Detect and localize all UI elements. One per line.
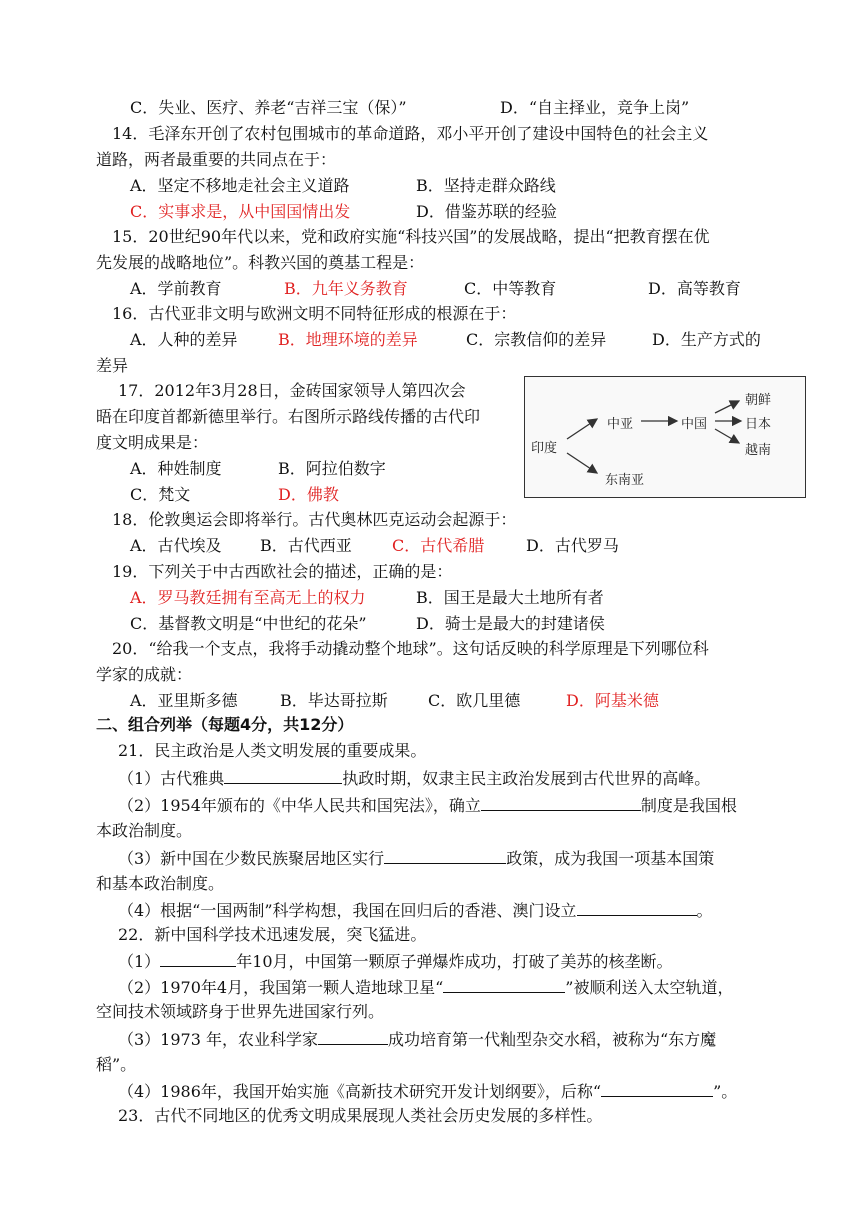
q22-part4-blank[interactable] [601, 1078, 713, 1097]
q21-part3 [118, 845, 714, 872]
label-southeast-asia: 东南亚 [605, 473, 645, 488]
q20-stem-line1: 20．“给我一个支点，我将手动撬动整个地球”。这句话反映的科学原理是下列哪位科 [112, 639, 709, 658]
q20-option-a: A．亚里斯多德 [130, 691, 238, 710]
q21-part1-blank[interactable] [224, 765, 342, 784]
q18-option-b: B．古代西亚 [260, 536, 352, 555]
q16-option-c: C．宗教信仰的差异 [466, 330, 607, 349]
q21-part2-blank[interactable] [481, 792, 641, 811]
q21-stem: 21．民主政治是人类文明发展的重要成果。 [118, 741, 427, 760]
q21-part3-after: 政策，成为我国一项基本国策 [506, 849, 715, 868]
q15-option-d: D．高等教育 [648, 279, 741, 298]
q21-part4-blank[interactable] [577, 897, 697, 916]
q19-option-d: D．骑士是最大的封建诸侯 [416, 614, 605, 633]
q18-option-d: D．古代罗马 [526, 536, 619, 555]
label-korea: 朝鲜 [745, 393, 772, 408]
q22-stem: 22．新中国科学技术迅速发展，突飞猛进。 [118, 925, 427, 944]
q21-part4-before: （4）根据“一国两制”科学构想，我国在回归后的香港、澳门设立 [118, 901, 577, 920]
q21-part3-blank[interactable] [384, 845, 506, 864]
arrow-india-southeast-asia [567, 453, 597, 473]
section-2-title: 二、组合列举（每题4分，共12分） [96, 715, 354, 734]
q22-part3-before: （3）1973 年，农业科学家 [118, 1030, 318, 1049]
q14-option-b: B．坚持走群众路线 [416, 176, 556, 195]
q17-option-c: C．梵文 [130, 485, 191, 504]
q15-option-a: A．学前教育 [130, 279, 222, 298]
arrow-china-korea [715, 401, 739, 413]
q21-part1 [118, 765, 710, 792]
q13-option-c: C．失业、医疗、养老“吉祥三宝（保）” [130, 98, 407, 117]
q22-part3-after: 成功培育第一代籼型杂交水稻，被称为“东方魔 [388, 1030, 717, 1049]
q22-part2-continued: 空间技术领域跻身于世界先进国家行列。 [96, 1002, 385, 1021]
q14-option-d: D．借鉴苏联的经验 [416, 202, 557, 221]
q21-part3-continued: 和基本政治制度。 [96, 874, 225, 893]
q22-part3 [118, 1026, 716, 1053]
q20-option-b: B．毕达哥拉斯 [280, 691, 388, 710]
label-central-asia: 中亚 [607, 417, 634, 432]
q14-stem-line2: 道路，两者最重要的共同点在于： [96, 150, 337, 169]
q22-part1-blank[interactable] [160, 948, 236, 967]
q16-option-d-continued: 差异 [96, 356, 129, 375]
q18-stem: 18．伦敦奥运会即将举行。古代奥林匹克运动会起源于： [112, 510, 517, 529]
q21-part4 [118, 897, 713, 924]
q22-part2 [118, 974, 733, 1001]
q22-part4-after: ”。 [713, 1082, 738, 1101]
q20-stem-line2: 学家的成就： [96, 665, 193, 684]
q15-stem-line1: 15．20世纪90年代以来，党和政府实施“科技兴国”的发展战略，提出“把教育摆在优 [112, 227, 710, 246]
q13-option-d: D．“自主择业，竞争上岗” [500, 98, 690, 117]
q22-part1-before: （1） [118, 952, 161, 971]
q17-option-b: B．阿拉伯数字 [278, 459, 386, 478]
q16-option-d: D．生产方式的 [652, 330, 761, 349]
q22-part3-blank[interactable] [318, 1026, 388, 1045]
q22-part2-after: ”被顺利送入太空轨道， [565, 978, 734, 997]
q22-part4 [118, 1078, 737, 1105]
q14-stem-line1: 14．毛泽东开创了农村包围城市的革命道路，邓小平开创了建设中国特色的社会主义 [112, 124, 709, 143]
arrow-china-vietnam [715, 429, 739, 443]
q16-option-b-answer: B．地理环境的差异 [278, 330, 418, 349]
q19-option-c: C．基督教文明是“中世纪的花朵” [130, 614, 367, 633]
q18-option-c-answer: C．古代希腊 [392, 536, 485, 555]
q22-part1 [118, 948, 673, 975]
q19-option-a-answer: A．罗马教廷拥有至高无上的权力 [130, 588, 366, 607]
q19-option-b: B．国王是最大土地所有者 [416, 588, 604, 607]
label-india: 印度 [531, 441, 558, 456]
q17-stem-line1: 17．2012年3月28日，金砖国家领导人第四次会 [118, 381, 466, 400]
q21-part2-before: （2）1954年颁布的《中华人民共和国宪法》，确立 [118, 796, 481, 815]
q22-part1-after: 年10月，中国第一颗原子弹爆炸成功，打破了美苏的核垄断。 [236, 952, 673, 971]
q21-part2-after: 制度是我国根 [640, 796, 737, 815]
q16-option-a: A．人种的差异 [130, 330, 238, 349]
q20-option-d-answer: D．阿基米德 [566, 691, 659, 710]
q15-option-b-answer: B．九年义务教育 [284, 279, 408, 298]
spread-route-diagram [524, 376, 806, 498]
label-vietnam: 越南 [745, 443, 772, 458]
q21-part3-before: （3）新中国在少数民族聚居地区实行 [118, 849, 385, 868]
q17-option-d-answer: D．佛教 [278, 485, 339, 504]
q14-option-c-answer: C．实事求是，从中国国情出发 [130, 202, 351, 221]
q22-part3-continued: 稻”。 [96, 1055, 137, 1074]
q17-stem-line2: 晤在印度首都新德里举行。右图所示路线传播的古代印 [96, 407, 481, 426]
q18-option-a: A．古代埃及 [130, 536, 222, 555]
q22-part2-before: （2）1970年4月，我国第一颗人造地球卫星“ [118, 978, 444, 997]
q21-part2-continued: 本政治制度。 [96, 821, 193, 840]
q15-stem-line2: 先发展的战略地位”。科教兴国的奠基工程是： [96, 253, 425, 272]
q15-option-c: C．中等教育 [464, 279, 557, 298]
q21-part4-after: 。 [696, 901, 713, 920]
q21-part2 [118, 792, 737, 819]
q17-stem-line3: 度文明成果是： [96, 433, 209, 452]
q19-stem: 19．下列关于中古西欧社会的描述，正确的是： [112, 562, 453, 581]
q17-option-a: A．种姓制度 [130, 459, 222, 478]
q21-part1-after: 执政时期，奴隶主民主政治发展到古代世界的高峰。 [342, 769, 711, 788]
q21-part1-before: （1）古代雅典 [118, 769, 225, 788]
q22-part4-before: （4）1986年，我国开始实施《高新技术研究开发计划纲要》，后称“ [118, 1082, 602, 1101]
q16-stem: 16．古代亚非文明与欧洲文明不同特征形成的根源在于： [112, 304, 517, 323]
arrow-india-central-asia [567, 419, 597, 439]
q22-part2-blank[interactable] [443, 974, 565, 993]
label-japan: 日本 [745, 417, 772, 432]
q14-option-a: A．坚定不移地走社会主义道路 [130, 176, 350, 195]
q20-option-c: C．欧几里德 [428, 691, 521, 710]
q23-stem: 23．古代不同地区的优秀文明成果展现人类社会历史发展的多样性。 [118, 1106, 603, 1125]
label-china: 中国 [681, 417, 708, 432]
